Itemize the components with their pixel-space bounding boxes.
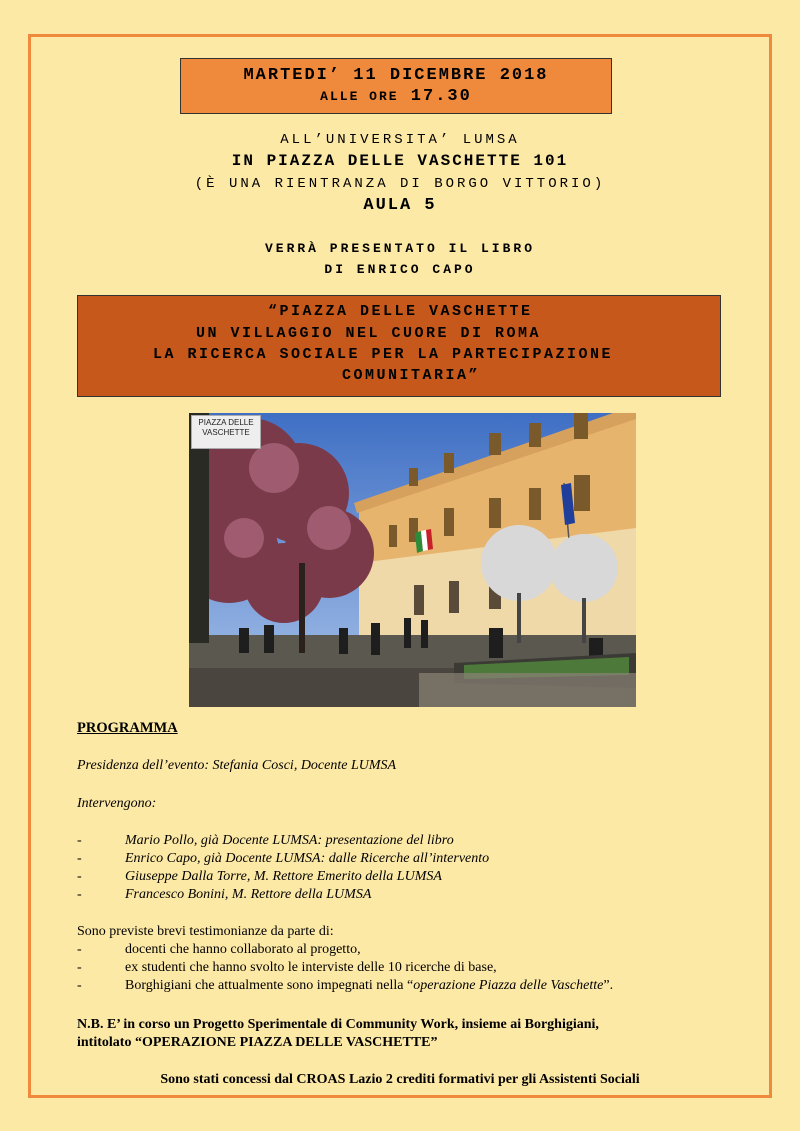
presentation-line-2: DI ENRICO CAPO bbox=[324, 262, 476, 277]
nb-line-1: N.B. E’ in corso un Progetto Sperimentale di Community Work, insieme ai Borghigiani, bbox=[77, 1017, 599, 1032]
speaker-item: Enrico Capo, già Docente LUMSA: dalle Ricerche all’intervento bbox=[125, 851, 490, 866]
testimony-end: ”. bbox=[603, 978, 614, 993]
time-prefix: ALLE ORE bbox=[320, 89, 399, 104]
venue-university: ALL’UNIVERSITA’ LUMSA bbox=[280, 132, 520, 148]
book-title-line-4: COMUNITARIA” bbox=[342, 367, 481, 384]
testimony-item bbox=[125, 978, 613, 994]
list-dash: - bbox=[77, 978, 82, 993]
speaker-item: Giuseppe Dalla Torre, M. Rettore Emerito della LUMSA bbox=[125, 869, 442, 884]
venue-address: IN PIAZZA DELLE VASCHETTE 101 bbox=[231, 152, 569, 170]
testimony-item: ex studenti che hanno svolto le interviste delle 10 ricerche di base, bbox=[125, 960, 497, 975]
testimony-emphasis: operazione Piazza delle Vaschette bbox=[413, 978, 604, 993]
nb-line-2: intitolato “OPERAZIONE PIAZZA DELLE VASCHETTE” bbox=[77, 1035, 438, 1050]
piazza-sign: PIAZZA DELLE VASCHETTE bbox=[191, 415, 261, 449]
event-date: MARTEDI’ 11 DICEMBRE 2018 bbox=[243, 66, 549, 85]
testimony-text: Borghigiani che attualmente sono impegnati nella “ bbox=[125, 978, 414, 993]
speaker-item: Francesco Bonini, M. Rettore della LUMSA bbox=[125, 887, 372, 902]
testimonies-label: Sono previste brevi testimonianze da parte di: bbox=[77, 924, 334, 939]
presentation-line-1: VERRÀ PRESENTATO IL LIBRO bbox=[264, 241, 536, 256]
book-title-line-3: LA RICERCA SOCIALE PER LA PARTECIPAZIONE bbox=[153, 346, 614, 363]
speakers-label: Intervengono: bbox=[77, 796, 157, 811]
time-value: 17.30 bbox=[410, 87, 472, 106]
credits-note: Sono stati concessi dal CROAS Lazio 2 crediti formativi per gli Assistenti Sociali bbox=[160, 1072, 640, 1087]
speaker-item: Mario Pollo, già Docente LUMSA: presentazione del libro bbox=[125, 833, 454, 848]
testimony-item: docenti che hanno collaborato al progetto, bbox=[125, 942, 361, 957]
list-dash: - bbox=[77, 887, 82, 902]
book-title-line-1: “PIAZZA DELLE VASCHETTE bbox=[268, 303, 533, 320]
date-box bbox=[180, 58, 612, 114]
list-dash: - bbox=[77, 960, 82, 975]
list-dash: - bbox=[77, 869, 82, 884]
book-title-box bbox=[77, 295, 721, 397]
program-presidency: Presidenza dell’evento: Stefania Cosci, Docente LUMSA bbox=[77, 758, 397, 773]
program-heading: PROGRAMMA bbox=[77, 720, 178, 736]
piazza-photo bbox=[189, 413, 636, 707]
venue-room: AULA 5 bbox=[363, 196, 437, 215]
list-dash: - bbox=[77, 942, 82, 957]
event-time bbox=[181, 87, 611, 106]
piazza-illustration bbox=[189, 413, 636, 707]
list-dash: - bbox=[77, 833, 82, 848]
book-title-line-2: UN VILLAGGIO NEL CUORE DI ROMA bbox=[196, 325, 542, 342]
list-dash: - bbox=[77, 851, 82, 866]
venue-note: (È UNA RIENTRANZA DI BORGO VITTORIO) bbox=[194, 176, 606, 192]
